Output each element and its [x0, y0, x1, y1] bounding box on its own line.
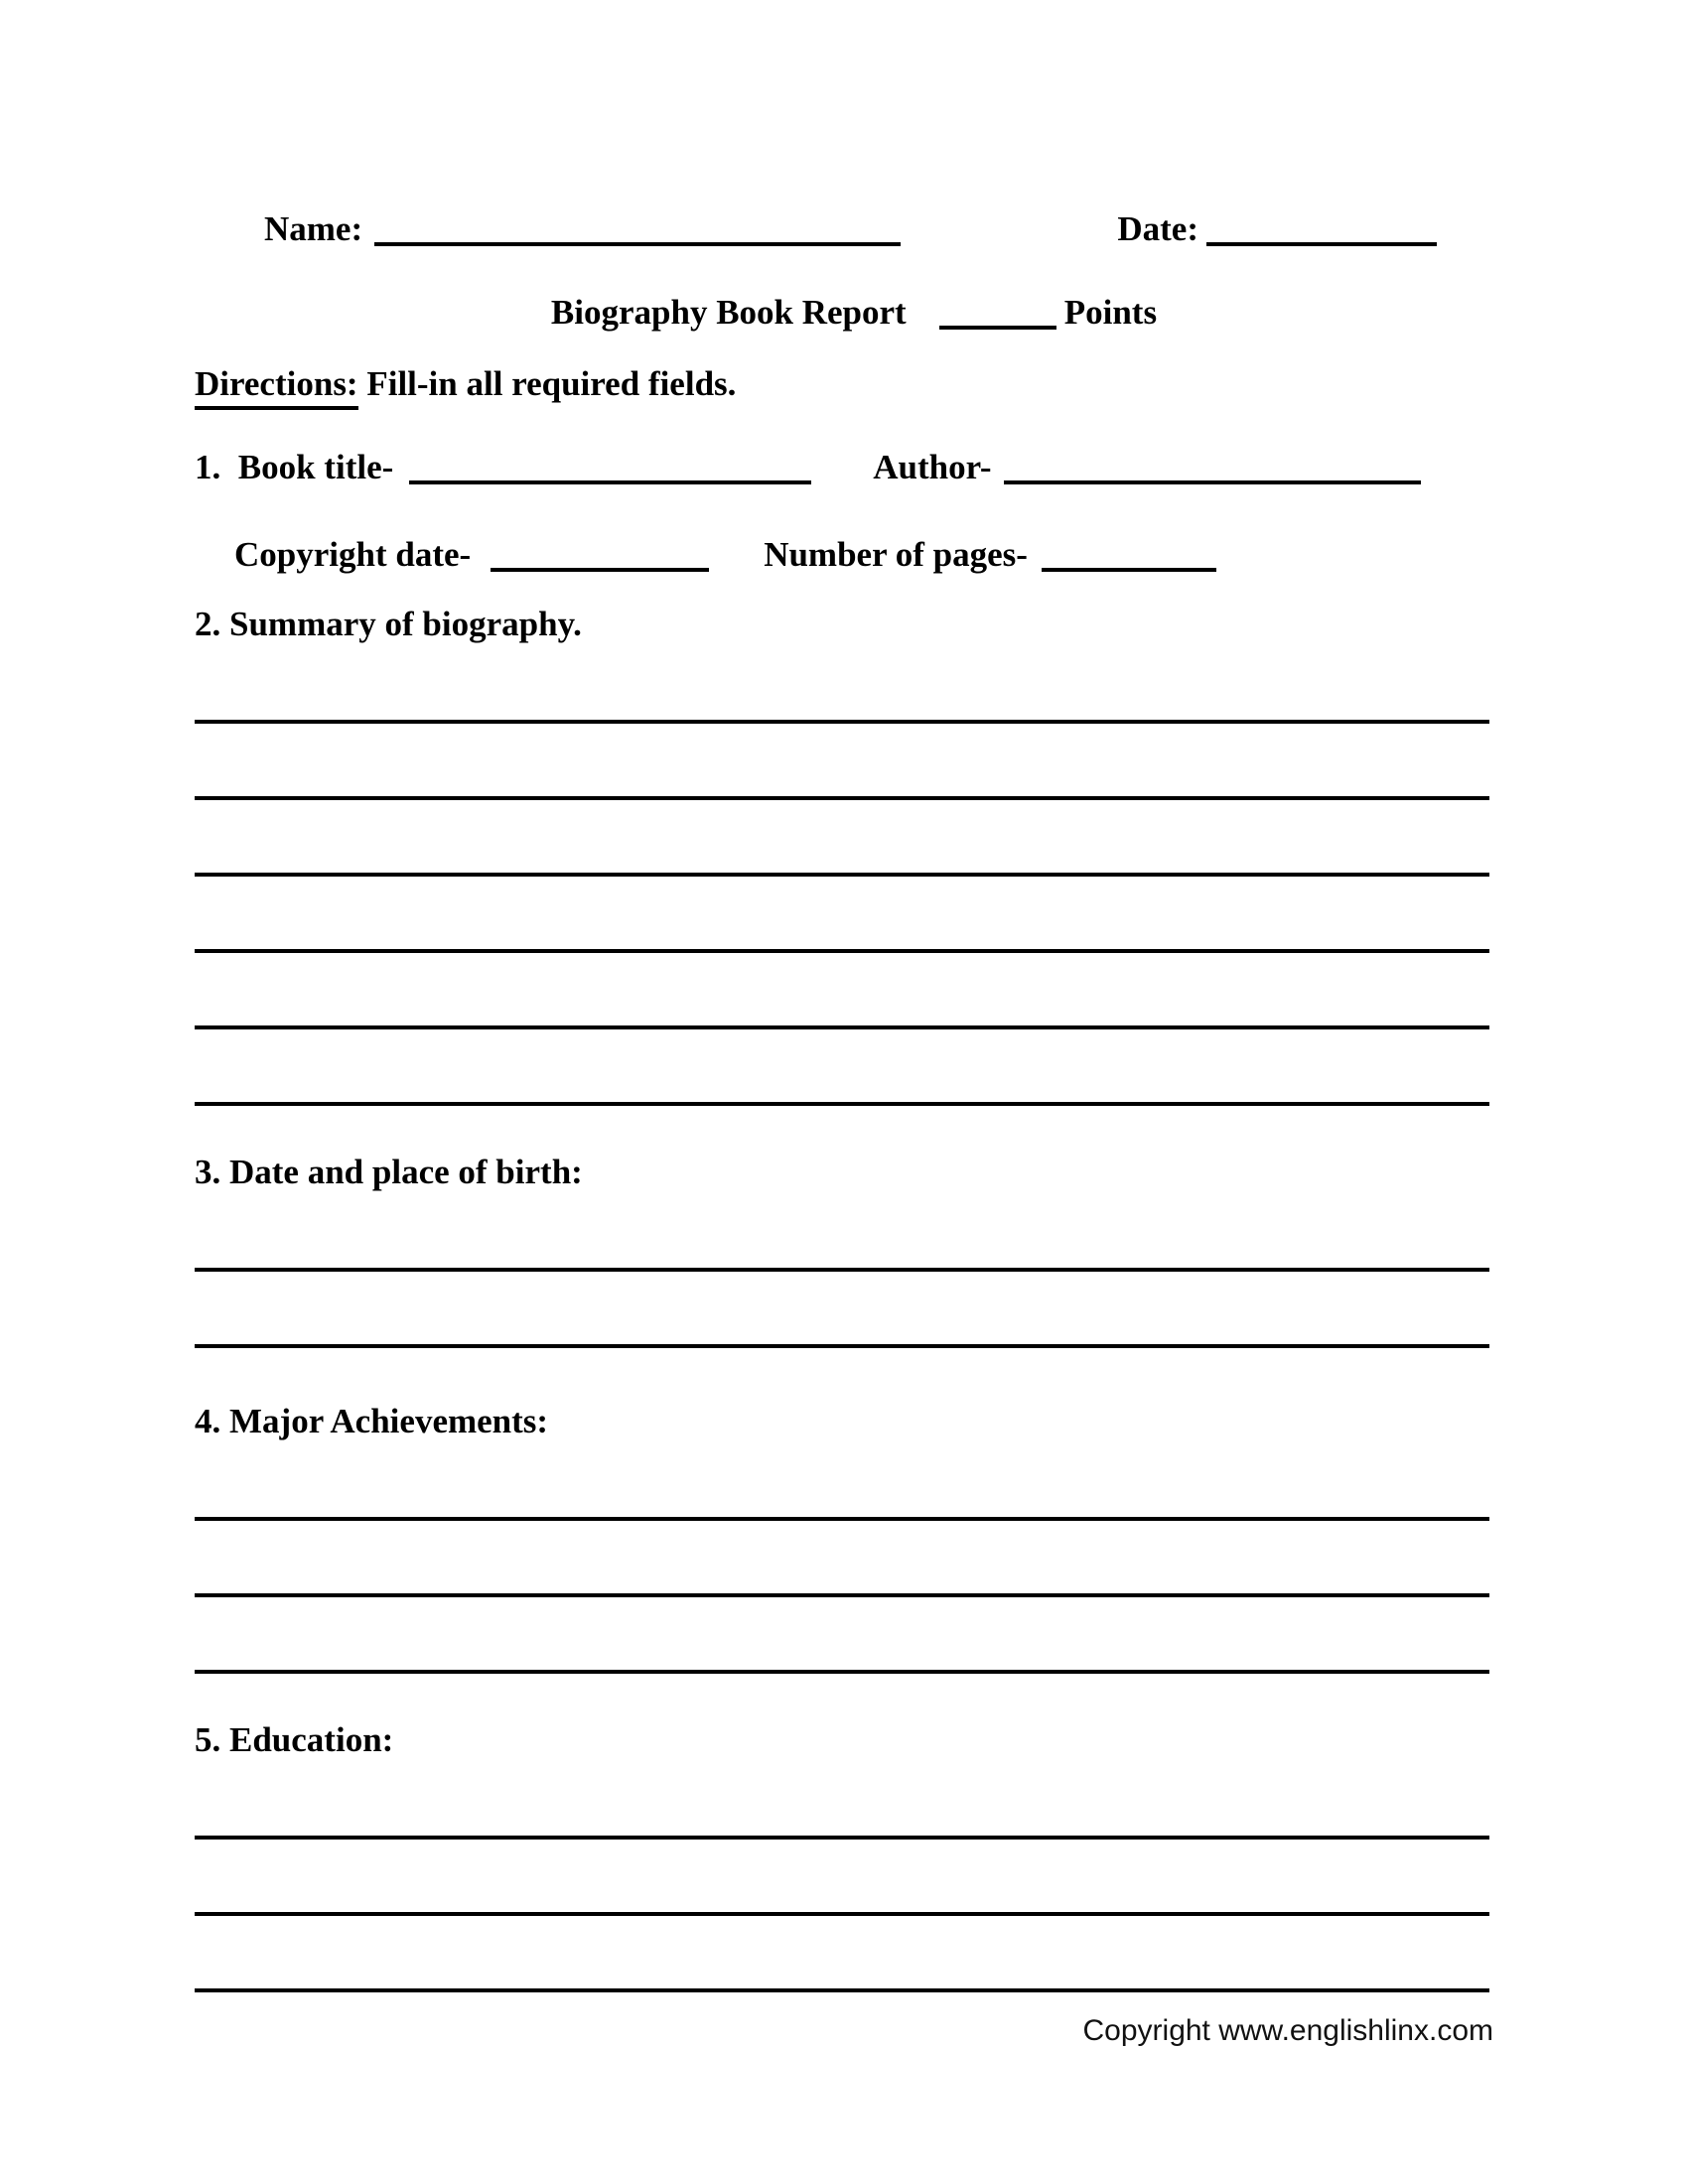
name-blank-line [374, 242, 901, 246]
book-title-label: 1. Book title- [195, 448, 394, 486]
section [195, 1399, 1489, 1674]
directions-text: Fill-in all required fields. [357, 364, 737, 403]
footer-copyright: Copyright www.englishlinx.com [1082, 2014, 1493, 2047]
points-label: Points [1063, 293, 1158, 332]
copyright-pages-row [195, 532, 1489, 578]
directions [195, 361, 1489, 410]
section [195, 1717, 1489, 1992]
writing-line [195, 1102, 1489, 1106]
writing-line [195, 1988, 1489, 1992]
sections-container [195, 602, 1489, 1992]
writing-line [195, 873, 1489, 877]
section [195, 602, 1489, 1106]
section-heading: 3. Date and place of birth: [195, 1153, 583, 1191]
directions-label: Directions: [195, 364, 358, 410]
author-blank-line [1004, 480, 1421, 484]
writing-line [195, 1517, 1489, 1521]
writing-line [195, 1025, 1489, 1029]
points-blank-line [939, 326, 1056, 330]
book-title-blank-line [409, 480, 811, 484]
writing-line [195, 1836, 1489, 1840]
writing-line [195, 796, 1489, 800]
section [195, 1150, 1489, 1348]
name-label: Name: [264, 209, 363, 248]
writing-line [195, 1344, 1489, 1348]
date-blank-line [1206, 242, 1437, 246]
book-title-row [195, 445, 1489, 490]
writing-line [195, 1670, 1489, 1674]
section-heading: 5. Education: [195, 1720, 394, 1759]
page-title: Biography Book Report [550, 293, 907, 332]
writing-line [195, 1593, 1489, 1597]
copyright-date-label: Copyright date- [234, 535, 472, 574]
writing-line [195, 720, 1489, 724]
writing-line [195, 949, 1489, 953]
section-heading: 2. Summary of biography. [195, 605, 582, 643]
number-of-pages-label: Number of pages- [764, 535, 1028, 574]
author-label: Author- [873, 448, 992, 486]
writing-line [195, 1268, 1489, 1272]
number-of-pages-blank-line [1042, 568, 1216, 572]
section-heading: 4. Major Achievements: [195, 1402, 549, 1440]
date-label: Date: [1117, 209, 1198, 248]
date-field [1117, 206, 1437, 252]
writing-line [195, 1912, 1489, 1916]
title-row [207, 290, 1501, 336]
name-field [264, 206, 901, 252]
name-date-row [195, 206, 1489, 252]
copyright-date-blank-line [491, 568, 709, 572]
